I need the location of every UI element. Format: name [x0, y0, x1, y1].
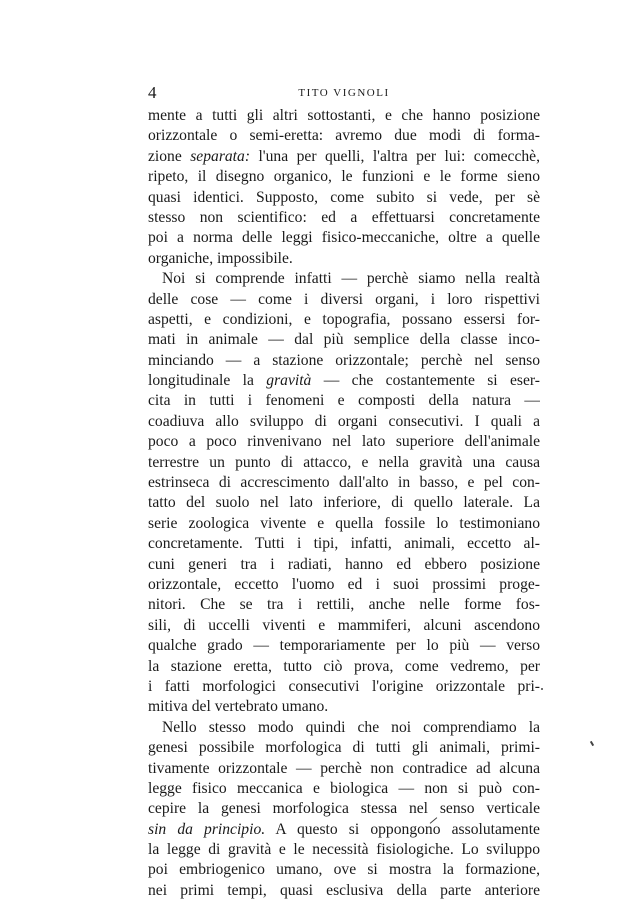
- text-line: mati in animale — dal più semplice della classe inco-: [148, 331, 540, 349]
- text-line: organiche, impossibile.: [148, 249, 293, 267]
- text-line: orizzontale o semi-eretta: avremo due modi di forma-: [148, 127, 540, 145]
- text-line: tatto del suolo nel lato inferiore, di quello laterale. La: [148, 494, 540, 512]
- italic-term: sin da principio.: [148, 820, 266, 838]
- text-line: mente a tutti gli altri sottostanti, e che hanno posizione: [148, 107, 540, 124]
- text-line: terrestre un punto di attacco, e nella gravità una causa: [148, 453, 540, 471]
- text-line: ripeto, il disegno organico, le funzioni e le forme sieno: [148, 168, 540, 186]
- text-line: poi a norma delle leggi fisico-meccaniche, oltre a quelle: [148, 229, 540, 247]
- text-line: delle cose — come i diversi organi, i loro rispettivi: [148, 290, 540, 308]
- text-line: sin da principio. A questo si oppongono assolutamente: [148, 820, 540, 838]
- text-line: poi embriogenico umano, ove si mostra la formazione,: [148, 861, 540, 879]
- text-line: tivamente orizzontale — perchè non contradice ad alcuna: [148, 759, 540, 777]
- text-line: longitudinale la gravità — che costantemente si eser-: [148, 372, 540, 390]
- text-line: serie zoologica vivente e quella fossile lo testimoniano: [148, 514, 540, 532]
- italic-term: separata:: [190, 147, 251, 165]
- page-number: 4: [148, 83, 157, 102]
- text-line: cita in tutti i fenomeni e composti della natura —: [148, 392, 540, 410]
- text-line: i fatti morfologici consecutivi l'origine orizzontale pri-: [148, 677, 540, 695]
- text-line: cepire la genesi morfologica stessa nel senso verticale: [148, 800, 540, 818]
- page-header: [148, 83, 540, 103]
- text-line: genesi possibile morfologica di tutti gli animali, primi-: [148, 739, 540, 757]
- italic-term: gravità: [266, 372, 312, 390]
- text-line: la stazione eretta, tutto ciò prova, come vedremo, per: [148, 657, 540, 675]
- ink-speck: [541, 688, 543, 690]
- text-line: concretamente. Tutti i tipi, infatti, animali, eccetto al-: [148, 535, 540, 553]
- text-line: coadiuva allo sviluppo di organi consecutivi. I quali a: [148, 412, 540, 430]
- text-line: quasi identici. Supposto, come subito si vede, per sè: [148, 188, 540, 206]
- text-line: nitori. Che se tra i rettili, anche nelle forme fos-: [148, 596, 540, 614]
- text-line: aspetti, e condizioni, e topografia, possano essersi for-: [148, 310, 540, 328]
- body-text: [148, 106, 540, 901]
- text-line: sili, di uccelli viventi e mammiferi, alcuni ascendono: [148, 616, 540, 634]
- ink-speck: [590, 741, 594, 746]
- text-line: poco a poco rinvenivano nel lato superiore dell'animale: [148, 433, 540, 451]
- text-line: orizzontale, eccetto l'uomo ed i suoi prossimi proge-: [148, 575, 540, 593]
- text-line: zione separata: l'una per quelli, l'altra per lui: comecchè,: [148, 147, 540, 165]
- paragraph-start: Nello stesso modo quindi che noi comprendiamo la: [162, 718, 540, 736]
- running-head: TITO VIGNOLI: [298, 87, 390, 99]
- text-line: qualche grado — temporariamente per lo più — verso: [148, 637, 540, 655]
- text-line: stesso non scientifico: ed a effettuarsi concretamente: [148, 208, 540, 226]
- text-line: la legge di gravità e le necessità fisiologiche. Lo sviluppo: [148, 841, 540, 859]
- text-line: estrinseca di accrescimento dall'alto in basso, e pel con-: [148, 474, 540, 492]
- text-line: mitiva del vertebrato umano.: [148, 698, 329, 716]
- paragraph-start: Noi si comprende infatti — perchè siamo nella realtà: [162, 270, 540, 288]
- text-line: legge fisico meccanica e biologica — non si può con-: [148, 779, 540, 797]
- text-line: minciando — a stazione orizzontale; perchè nel senso: [148, 351, 540, 369]
- text-line: cuni generi tra i radiati, hanno ed ebbero posizione: [148, 555, 540, 573]
- text-line: nei primi tempi, quasi esclusiva della parte anteriore: [148, 881, 540, 899]
